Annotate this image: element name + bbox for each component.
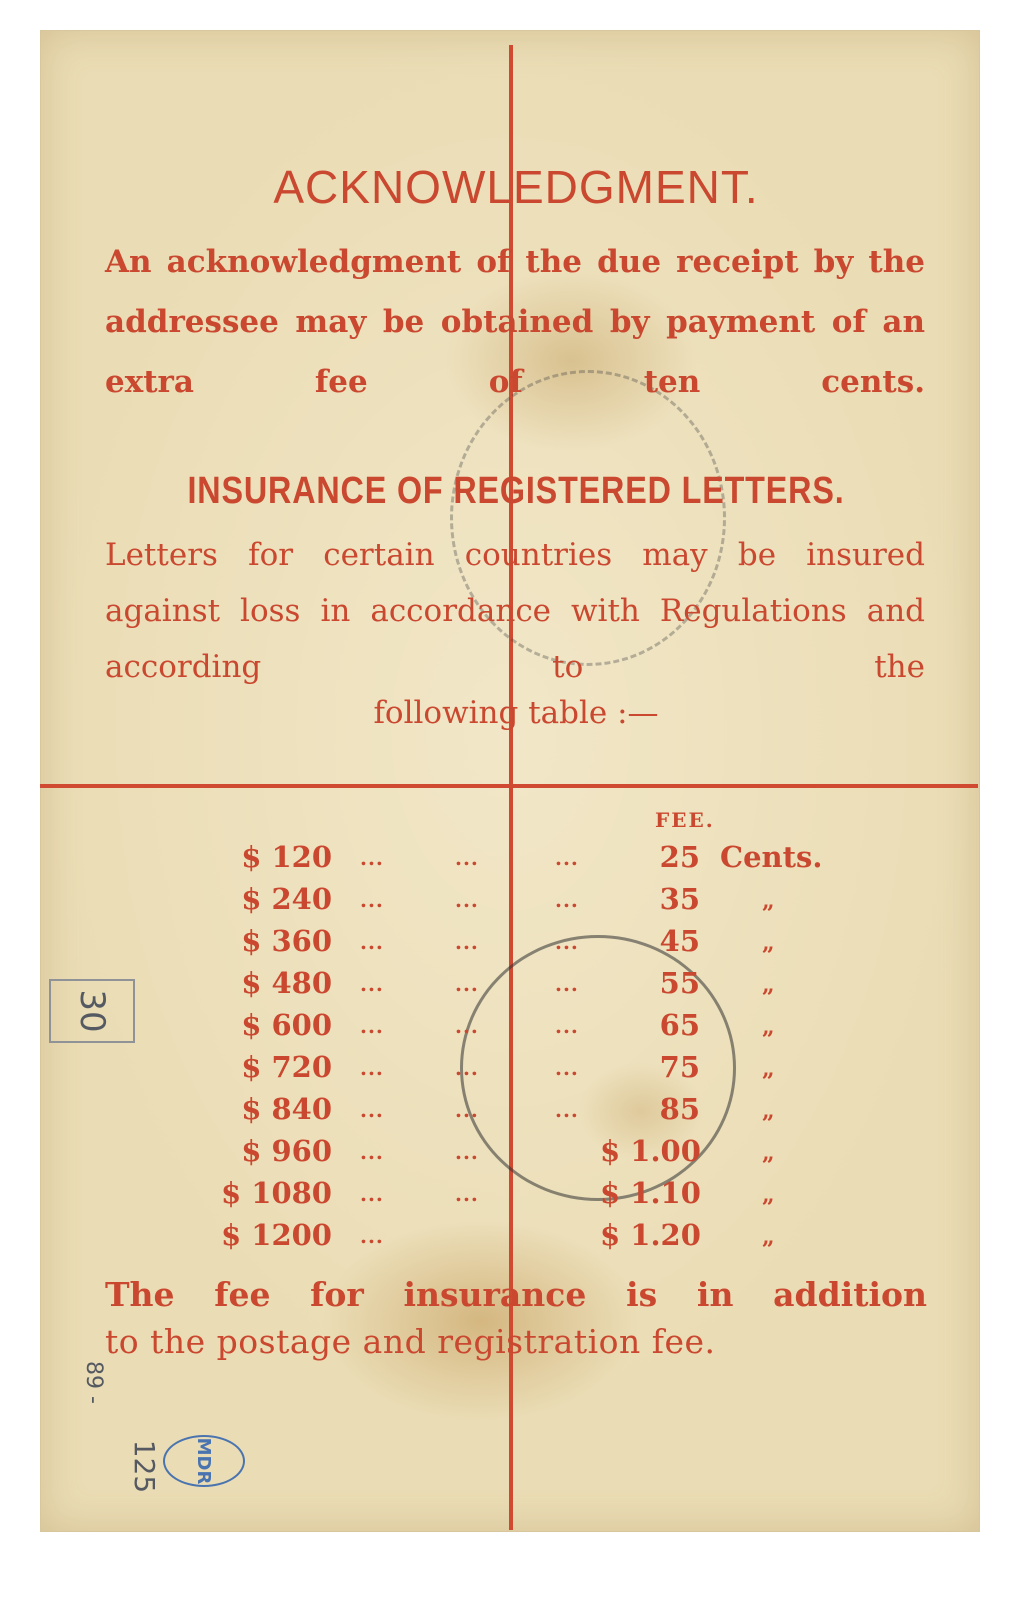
table-row bbox=[0, 1092, 1032, 1132]
insured-amount: $ 960 bbox=[241, 1134, 332, 1168]
leader-dots: ... bbox=[455, 846, 479, 870]
leader-dots: ... bbox=[555, 1098, 579, 1122]
table-row bbox=[0, 840, 1032, 880]
leader-dots: ... bbox=[455, 930, 479, 954]
insured-amount: $ 600 bbox=[241, 1008, 332, 1042]
leader-dots: ... bbox=[360, 1014, 384, 1038]
fee-value: 35 bbox=[659, 882, 700, 916]
insured-amount: $ 1080 bbox=[221, 1176, 332, 1210]
table-row bbox=[0, 882, 1032, 922]
acknowledgment-text: An acknowledgment of the due receipt by the addressee may be obtained by payment of an extra fee of ten cents. bbox=[105, 244, 925, 400]
table-row bbox=[0, 924, 1032, 964]
ditto-mark: „ bbox=[762, 1182, 775, 1208]
ditto-mark: „ bbox=[762, 1056, 775, 1082]
insurance-text-last-line: following table :— bbox=[373, 695, 659, 731]
leader-dots: ... bbox=[555, 846, 579, 870]
insured-amount: $ 240 bbox=[241, 882, 332, 916]
fee-column-header: FEE. bbox=[655, 808, 715, 832]
table-row bbox=[0, 1218, 1032, 1258]
ditto-mark: „ bbox=[762, 930, 775, 956]
ditto-mark: „ bbox=[762, 972, 775, 998]
leader-dots: ... bbox=[455, 1140, 479, 1164]
table-row bbox=[0, 1050, 1032, 1090]
leader-dots: ... bbox=[555, 972, 579, 996]
fee-value: $ 1.20 bbox=[600, 1218, 701, 1252]
insurance-title: INSURANCE OF REGISTERED LETTERS. bbox=[187, 470, 845, 512]
fee-unit: Cents. bbox=[720, 840, 823, 874]
insured-amount: $ 840 bbox=[241, 1092, 332, 1126]
mdr-collector-stamp: MDR bbox=[163, 1435, 245, 1487]
leader-dots: ... bbox=[360, 1224, 384, 1248]
table-row bbox=[0, 1134, 1032, 1174]
leader-dots: ... bbox=[455, 1056, 479, 1080]
fee-value: $ 1.10 bbox=[600, 1176, 701, 1210]
ditto-mark: „ bbox=[762, 1140, 775, 1166]
leader-dots: ... bbox=[455, 972, 479, 996]
leader-dots: ... bbox=[455, 1182, 479, 1206]
leader-dots: ... bbox=[360, 972, 384, 996]
leader-dots: ... bbox=[360, 1140, 384, 1164]
footer-note-line2: to the postage and registration fee. bbox=[105, 1322, 716, 1361]
fee-value: $ 1.00 bbox=[600, 1134, 701, 1168]
footer-note-line1: The fee for insurance is in addition bbox=[105, 1275, 927, 1314]
leader-dots: ... bbox=[360, 888, 384, 912]
ditto-mark: „ bbox=[762, 1098, 775, 1124]
fee-value: 75 bbox=[659, 1050, 700, 1084]
insured-amount: $ 120 bbox=[241, 840, 332, 874]
pencil-box-number: 30 bbox=[49, 979, 135, 1043]
acknowledgment-title: ACKNOWLEDGMENT. bbox=[273, 161, 759, 213]
leader-dots: ... bbox=[455, 1014, 479, 1038]
fee-value: 55 bbox=[659, 966, 700, 1000]
leader-dots: ... bbox=[360, 1056, 384, 1080]
ditto-mark: „ bbox=[762, 1014, 775, 1040]
ditto-mark: „ bbox=[762, 1224, 775, 1250]
insured-amount: $ 720 bbox=[241, 1050, 332, 1084]
leader-dots: ... bbox=[555, 1014, 579, 1038]
fee-value: 65 bbox=[659, 1008, 700, 1042]
fee-value: 45 bbox=[659, 924, 700, 958]
pencil-number: 125 bbox=[128, 1439, 162, 1494]
insured-amount: $ 1200 bbox=[221, 1218, 332, 1252]
table-row bbox=[0, 1176, 1032, 1216]
fee-value: 85 bbox=[659, 1092, 700, 1126]
leader-dots: ... bbox=[360, 930, 384, 954]
pencil-note: 89 - bbox=[80, 1361, 106, 1404]
ditto-mark: „ bbox=[762, 888, 775, 914]
insured-amount: $ 360 bbox=[241, 924, 332, 958]
table-row bbox=[0, 1008, 1032, 1048]
horizontal-red-rule bbox=[40, 784, 978, 788]
leader-dots: ... bbox=[555, 930, 579, 954]
leader-dots: ... bbox=[455, 888, 479, 912]
leader-dots: ... bbox=[555, 888, 579, 912]
leader-dots: ... bbox=[555, 1056, 579, 1080]
leader-dots: ... bbox=[360, 1182, 384, 1206]
leader-dots: ... bbox=[360, 1098, 384, 1122]
table-row bbox=[0, 966, 1032, 1006]
leader-dots: ... bbox=[360, 846, 384, 870]
fee-value: 25 bbox=[659, 840, 700, 874]
insurance-text: Letters for certain countries may be insured against loss in accordance with Regulations and according to the bbox=[105, 537, 925, 685]
insured-amount: $ 480 bbox=[241, 966, 332, 1000]
leader-dots: ... bbox=[455, 1098, 479, 1122]
